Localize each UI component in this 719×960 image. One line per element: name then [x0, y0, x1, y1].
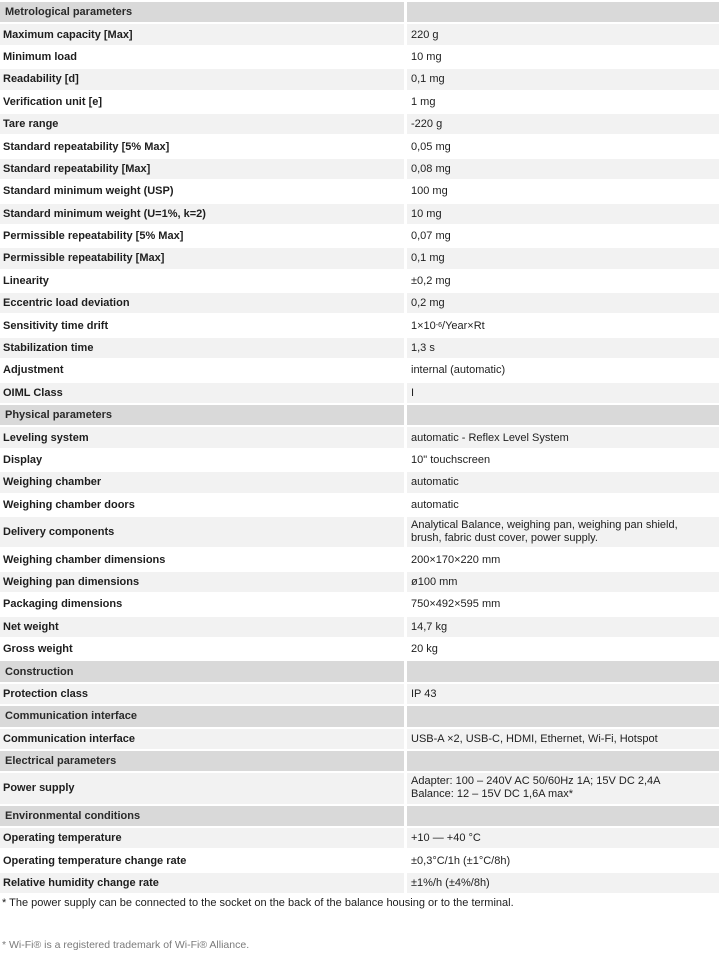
spec-row [0, 572, 719, 592]
section-header-blank [407, 706, 719, 726]
spec-value: 0,1 mg [407, 248, 719, 268]
spec-label: Eccentric load deviation [0, 293, 404, 313]
spec-value-exponent: -6 [435, 322, 443, 330]
spec-row [0, 450, 719, 470]
section-title: Metrological parameters [0, 2, 404, 22]
spec-value: 1,3 s [407, 338, 719, 358]
section-header-blank [407, 405, 719, 425]
spec-row [0, 136, 719, 156]
spec-row [0, 850, 719, 870]
spec-label: Weighing chamber dimensions [0, 549, 404, 569]
spec-row [0, 293, 719, 313]
spec-row [0, 873, 719, 893]
spec-label: Standard repeatability [Max] [0, 159, 404, 179]
spec-label: Standard repeatability [5% Max] [0, 136, 404, 156]
spec-row [0, 517, 719, 547]
spec-label: Delivery components [0, 517, 404, 547]
spec-row [0, 338, 719, 358]
spec-label: Operating temperature [0, 828, 404, 848]
section-title: Construction [0, 661, 404, 681]
spec-label: Standard minimum weight (U=1%, k=2) [0, 204, 404, 224]
spec-value: +10 — +40 °C [407, 828, 719, 848]
spec-row [0, 204, 719, 224]
spec-value: internal (automatic) [407, 360, 719, 380]
spec-label: Leveling system [0, 427, 404, 447]
spec-label: Relative humidity change rate [0, 873, 404, 893]
spec-value: 0,08 mg [407, 159, 719, 179]
spec-value: Analytical Balance, weighing pan, weighing pan shield, brush, fabric dust cover, power supply. [407, 517, 719, 547]
section-header [0, 806, 719, 826]
spec-label: Linearity [0, 271, 404, 291]
section-header [0, 405, 719, 425]
spec-value: USB-A ×2, USB-C, HDMI, Ethernet, Wi-Fi, Hotspot [407, 729, 719, 749]
spec-label: Stabilization time [0, 338, 404, 358]
spec-row [0, 92, 719, 112]
spec-label: Display [0, 450, 404, 470]
spec-value: 10 mg [407, 47, 719, 67]
spec-value: IP 43 [407, 684, 719, 704]
spec-value: 200×170×220 mm [407, 549, 719, 569]
spec-row [0, 248, 719, 268]
spec-value: 220 g [407, 24, 719, 44]
spec-value: I [407, 383, 719, 403]
spec-label: OIML Class [0, 383, 404, 403]
spec-label: Weighing chamber [0, 472, 404, 492]
spec-value: 750×492×595 mm [407, 594, 719, 614]
spec-value-unit: /Year×Rt [442, 319, 485, 332]
spec-label: Net weight [0, 617, 404, 637]
spec-row [0, 773, 719, 803]
spec-label: Permissible repeatability [Max] [0, 248, 404, 268]
spec-label: Power supply [0, 773, 404, 803]
spec-value: 20 kg [407, 639, 719, 659]
power-supply-footnote: * The power supply can be connected to the socket on the back of the balance housing or to the terminal. [2, 897, 514, 910]
spec-row [0, 24, 719, 44]
spec-value: ø100 mm [407, 572, 719, 592]
spec-row [0, 181, 719, 201]
spec-row [0, 47, 719, 67]
section-title: Electrical parameters [0, 751, 404, 771]
spec-row [0, 69, 719, 89]
section-header-blank [407, 661, 719, 681]
spec-row [0, 383, 719, 403]
spec-row [0, 729, 719, 749]
spec-value: 0,2 mg [407, 293, 719, 313]
spec-value: 10" touchscreen [407, 450, 719, 470]
spec-row [0, 271, 719, 291]
spec-row [0, 427, 719, 447]
section-title: Environmental conditions [0, 806, 404, 826]
spec-label: Gross weight [0, 639, 404, 659]
spec-value: -220 g [407, 114, 719, 134]
spec-row [0, 360, 719, 380]
section-header [0, 2, 719, 22]
spec-value: 14,7 kg [407, 617, 719, 637]
spec-row [0, 684, 719, 704]
section-header [0, 706, 719, 726]
spec-row [0, 495, 719, 515]
spec-value: 0,07 mg [407, 226, 719, 246]
spec-value: Adapter: 100 – 240V AC 50/60Hz 1A; 15V DC 2,4A Balance: 12 – 15V DC 1,6A max* [407, 773, 719, 803]
spec-label: Packaging dimensions [0, 594, 404, 614]
spec-row [0, 639, 719, 659]
spec-row [0, 549, 719, 569]
spec-row [0, 828, 719, 848]
spec-row [0, 226, 719, 246]
section-title: Communication interface [0, 706, 404, 726]
spec-value: ±1%/h (±4%/8h) [407, 873, 719, 893]
spec-label: Communication interface [0, 729, 404, 749]
spec-label: Standard minimum weight (USP) [0, 181, 404, 201]
spec-row [0, 315, 719, 335]
spec-row [0, 114, 719, 134]
spec-value: automatic - Reflex Level System [407, 427, 719, 447]
section-header-blank [407, 2, 719, 22]
spec-value: 100 mg [407, 181, 719, 201]
trademark-note: * Wi-Fi® is a registered trademark of Wi-Fi® Alliance. [2, 939, 250, 951]
spec-value [407, 315, 719, 335]
spec-label: Adjustment [0, 360, 404, 380]
spec-label: Minimum load [0, 47, 404, 67]
spec-value: 1 mg [407, 92, 719, 112]
spec-row [0, 617, 719, 637]
section-title: Physical parameters [0, 405, 404, 425]
spec-value: 0,05 mg [407, 136, 719, 156]
section-header-blank [407, 806, 719, 826]
spec-row [0, 594, 719, 614]
spec-value-base: 1×10 [411, 319, 436, 332]
section-header [0, 661, 719, 681]
spec-label: Verification unit [e] [0, 92, 404, 112]
spec-label: Weighing chamber doors [0, 495, 404, 515]
spec-label: Readability [d] [0, 69, 404, 89]
spec-label: Protection class [0, 684, 404, 704]
spec-row [0, 472, 719, 492]
spec-row [0, 159, 719, 179]
section-header-blank [407, 751, 719, 771]
spec-value: ±0,3°C/1h (±1°C/8h) [407, 850, 719, 870]
spec-value: automatic [407, 495, 719, 515]
spec-label: Weighing pan dimensions [0, 572, 404, 592]
spec-label: Maximum capacity [Max] [0, 24, 404, 44]
spec-label: Tare range [0, 114, 404, 134]
section-header [0, 751, 719, 771]
spec-label: Operating temperature change rate [0, 850, 404, 870]
spec-value: 10 mg [407, 204, 719, 224]
spec-value: ±0,2 mg [407, 271, 719, 291]
spec-value: automatic [407, 472, 719, 492]
spec-label: Sensitivity time drift [0, 315, 404, 335]
spec-label: Permissible repeatability [5% Max] [0, 226, 404, 246]
spec-value: 0,1 mg [407, 69, 719, 89]
